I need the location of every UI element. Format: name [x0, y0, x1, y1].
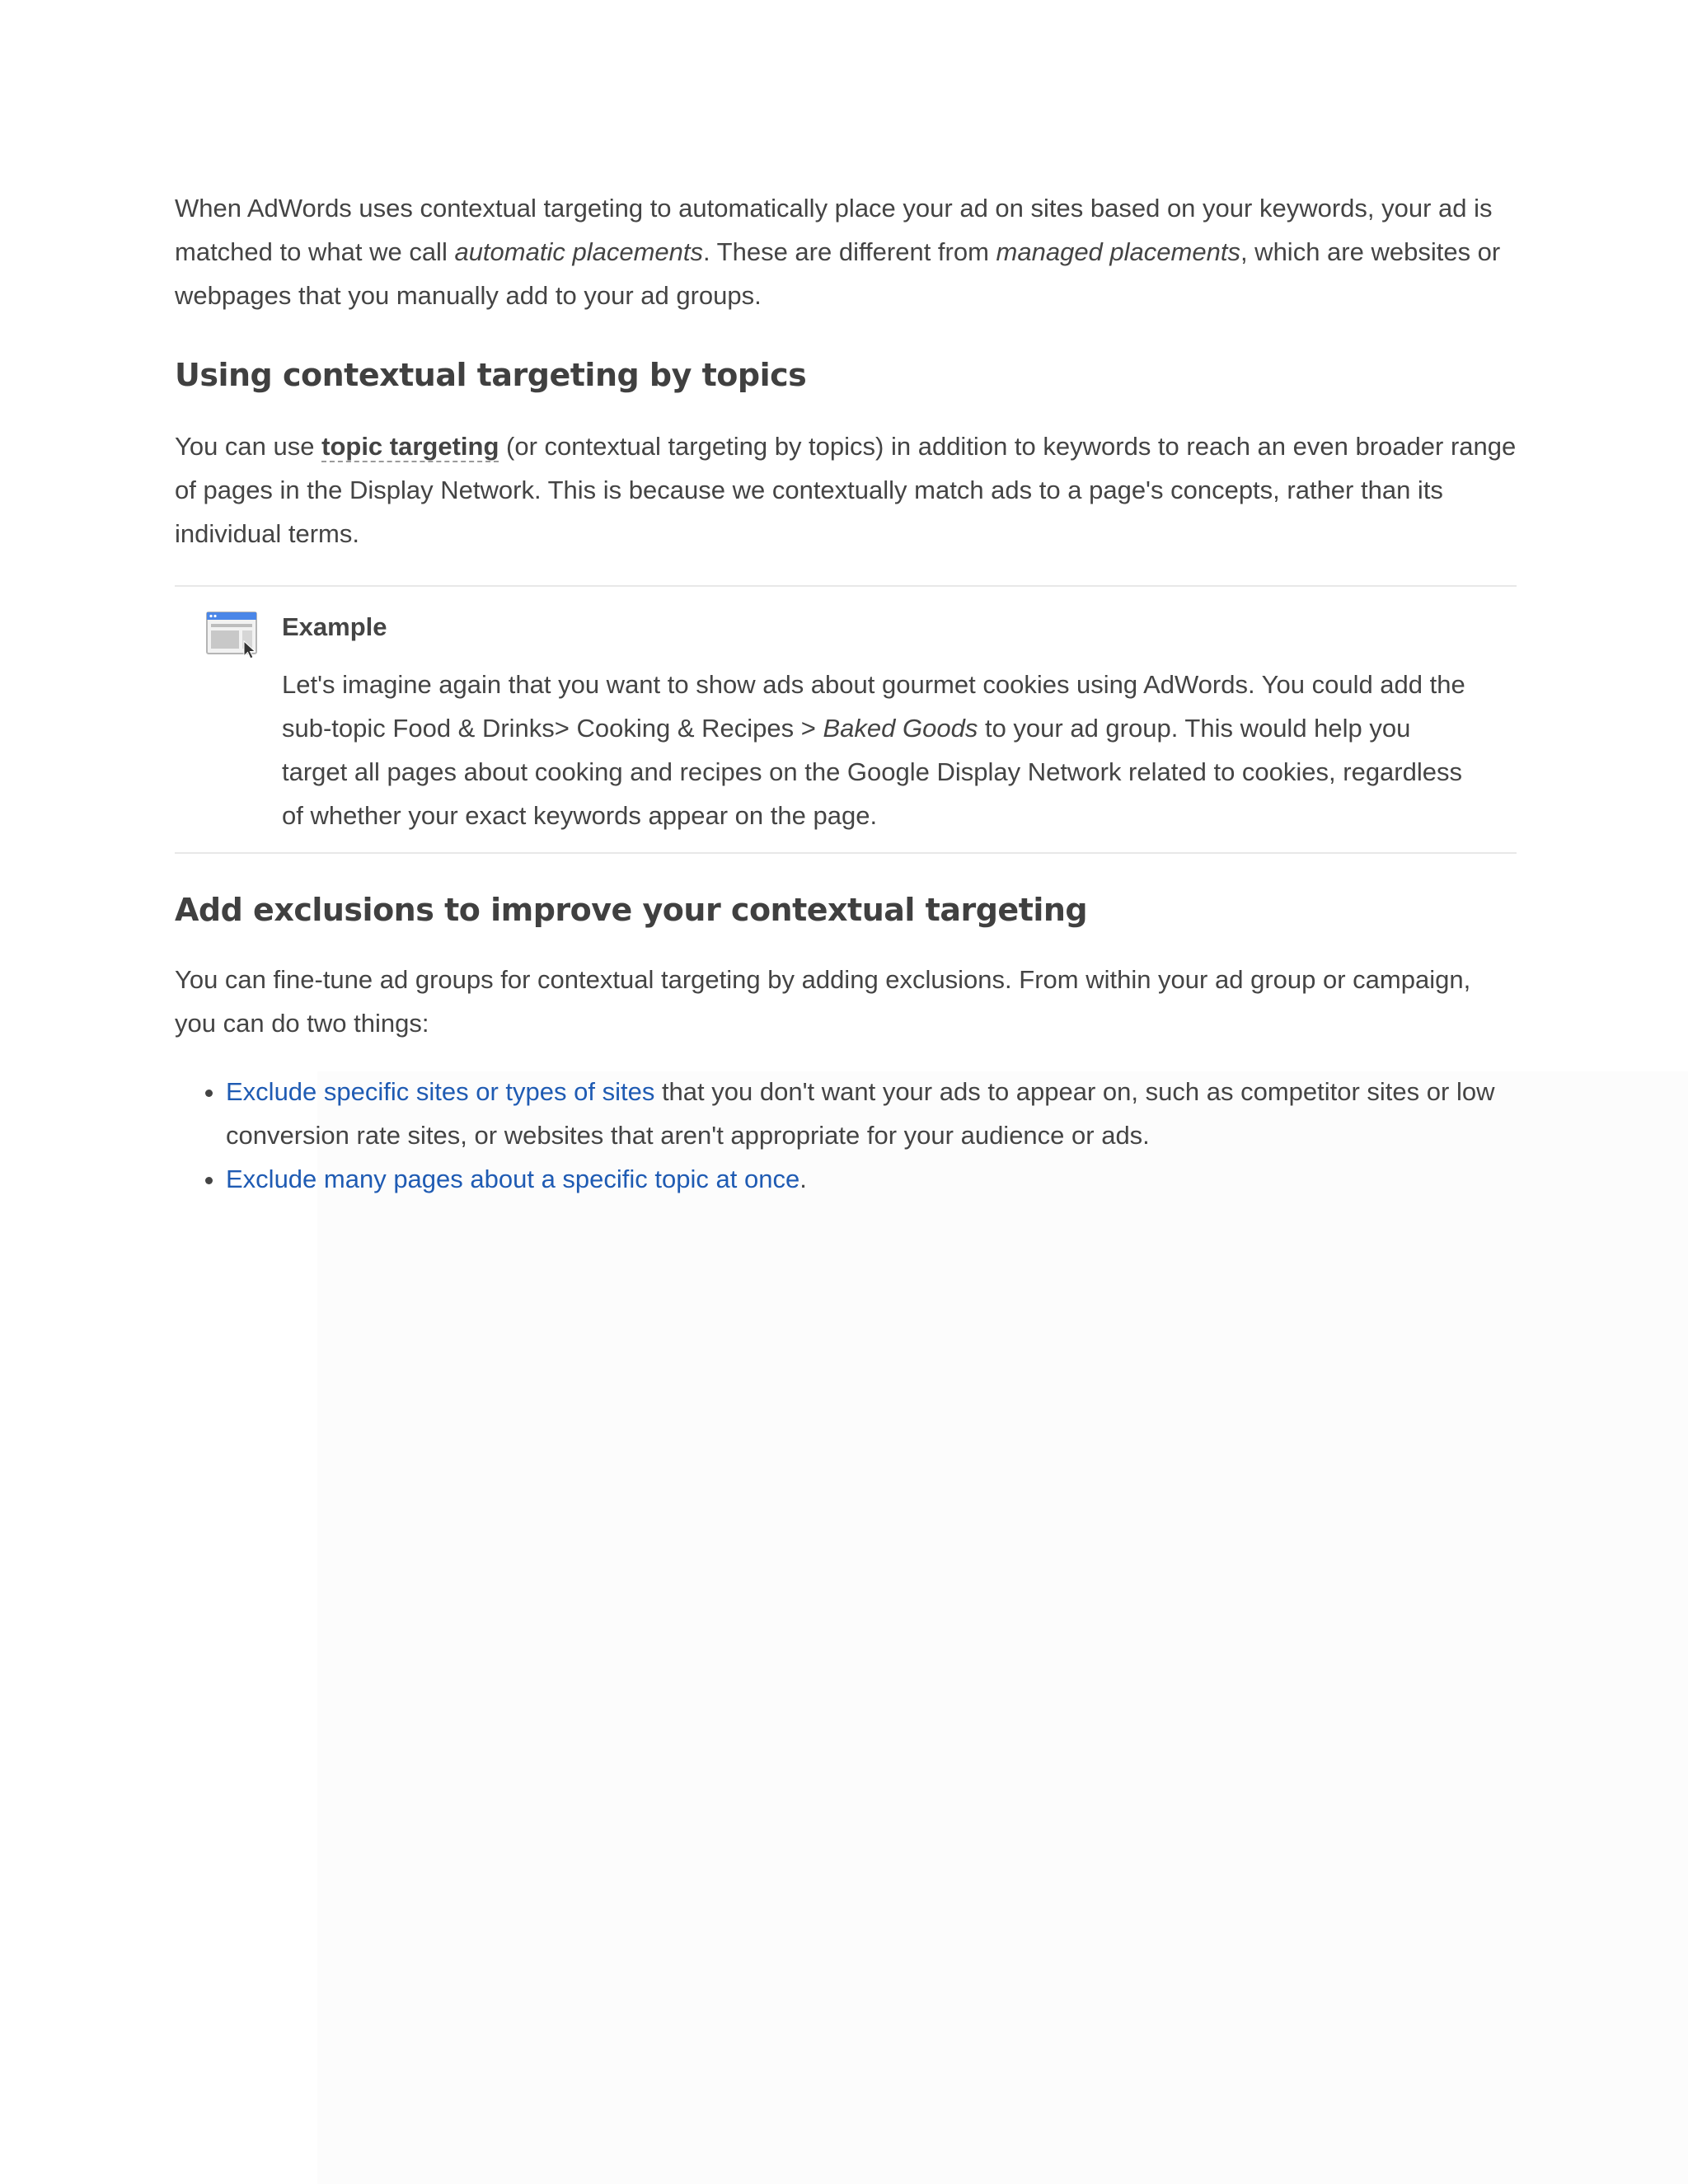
topics-text-suffix: (or contextual targeting by topics) in addition to keywords to reach an even broader range of pages in the Display Network. This is because we contextually match ads to a page's concepts, rather than its individual terms. [175, 432, 1517, 548]
example-text-2: to your ad group. This would help you target all pages about cooking and recipes on the Google Display Network related to cookies, regardless of whether your exact keywords appear on the page. [282, 714, 1462, 830]
exclude-sites-link[interactable]: Exclude specific sites or types of sites [226, 1077, 655, 1106]
example-title: Example [282, 612, 387, 641]
managed-placements-term: managed placements [996, 237, 1240, 266]
intro-text-2: . These are different from [703, 237, 996, 266]
exclusions-paragraph: You can fine-tune ad groups for contextual targeting by adding exclusions. From within your ad group or campaign, you can do two things: [175, 965, 1471, 1038]
example-text [282, 663, 1517, 837]
example-text-1: Let's imagine again that you want to show ads about gourmet cookies using AdWords. You could add the sub-topic Food & Drinks> Cooking & Recipes > [282, 670, 1465, 743]
topics-text-prefix: You can use [175, 432, 322, 461]
list-item-text: that you don't want your ads to appear on, such as competitor sites or low conversion rate sites, or websites that aren't appropriate for your audience or ads. [226, 1077, 1495, 1150]
list-item-text: . [799, 1165, 807, 1193]
heading-topics: Using contextual targeting by topics [175, 357, 807, 393]
intro-paragraph [175, 186, 1517, 317]
intro-text-3: , which are websites or webpages that you manually add to your ad groups. [175, 237, 1501, 310]
topics-paragraph [175, 424, 1517, 555]
list-item [226, 1157, 1517, 1201]
page-background-panel [317, 1071, 1688, 2184]
baked-goods-term: Baked Goods [823, 714, 978, 743]
browser-window-cursor-icon [206, 612, 259, 659]
list-item [226, 1070, 1517, 1157]
exclusions-list [175, 1070, 1517, 1201]
topic-targeting-link[interactable]: topic targeting [321, 432, 499, 461]
document-page [175, 186, 1517, 1201]
intro-text-1: When AdWords uses contextual targeting to automatically place your ad on sites based on your keywords, your ad is matched to what we call [175, 194, 1493, 266]
example-box [175, 585, 1517, 854]
exclude-topic-link[interactable]: Exclude many pages about a specific topic at once [226, 1165, 800, 1193]
heading-exclusions: Add exclusions to improve your contextual targeting [175, 892, 1088, 928]
automatic-placements-term: automatic placements [454, 237, 703, 266]
